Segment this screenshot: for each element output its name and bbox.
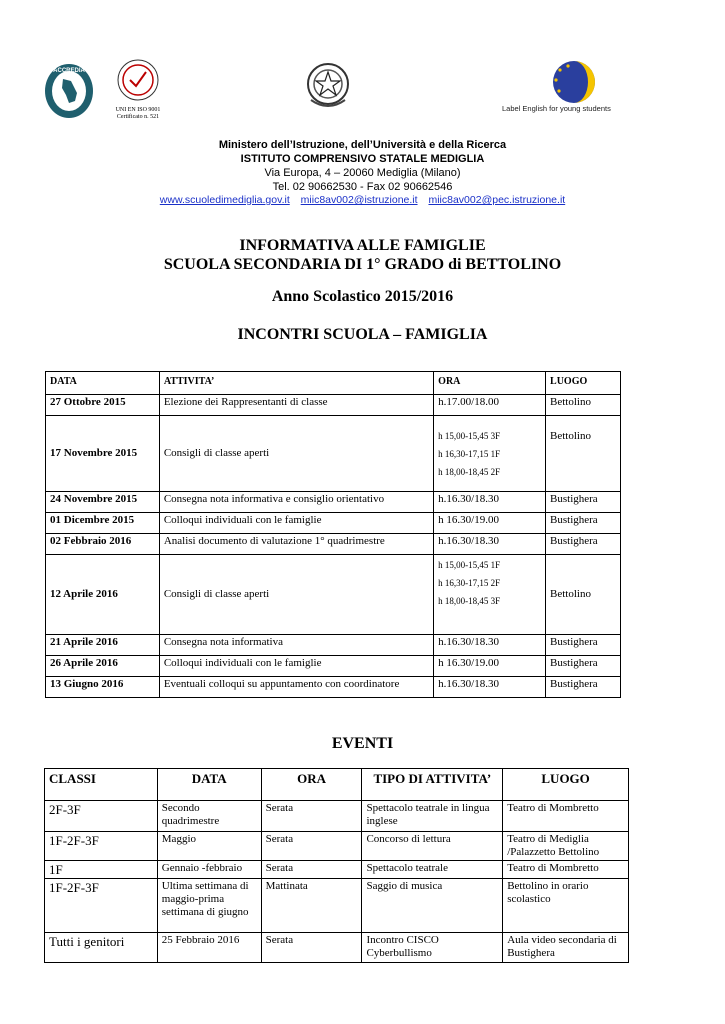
table-row (45, 879, 629, 933)
event-classes: 2F-3F (45, 801, 158, 832)
event-time: Serata (261, 861, 362, 879)
meeting-time: h 16.30/19.00 (434, 656, 546, 677)
event-classes: 1F-2F-3F (45, 879, 158, 933)
school-name: ISTITUTO COMPRENSIVO STATALE MEDIGLIA (240, 153, 485, 165)
events-heading: EVENTI (331, 735, 394, 752)
meeting-date: 01 Dicembre 2015 (46, 513, 160, 534)
column-header: ATTIVITA’ (159, 372, 433, 395)
school-year: Anno Scolastico 2015/2016 (271, 288, 454, 305)
time-slot: h 18,00-18,45 3F (438, 596, 501, 606)
meeting-place: Bettolino (546, 416, 621, 492)
table-row (46, 635, 621, 656)
table-header-row (46, 372, 621, 395)
school-address: Via Europa, 4 – 20060 Mediglia (Milano) (264, 167, 461, 179)
accredia-logo (44, 63, 94, 120)
table-row (46, 416, 621, 492)
event-type: Saggio di musica (362, 879, 503, 933)
column-header: TIPO DI ATTIVITA’ (362, 769, 503, 801)
pec-email-link[interactable]: miic8av002@pec.istruzione.it (428, 194, 566, 206)
contact-links (0, 193, 725, 207)
meeting-date: 13 Giugno 2016 (46, 677, 160, 698)
school-phone: Tel. 02 90662530 - Fax 02 90662546 (272, 181, 453, 193)
svg-text:ACCREDIA: ACCREDIA (53, 68, 85, 74)
event-classes: Tutti i genitori (45, 933, 158, 963)
time-slot: h 15,00-15,45 3F (438, 430, 501, 441)
column-header: LUOGO (503, 769, 629, 801)
meeting-time: h.16.30/18.30 (434, 635, 546, 656)
time-slot: h 16,30-17,15 2F (438, 578, 501, 588)
event-type: Concorso di lettura (362, 832, 503, 861)
table-row (46, 492, 621, 513)
table-row (46, 534, 621, 555)
event-place: Teatro di Mediglia /Palazzetto Bettolino (503, 832, 629, 861)
event-type: Spettacolo teatrale in lingua inglese (362, 801, 503, 832)
meeting-activity: Elezione dei Rappresentanti di classe (159, 395, 433, 416)
meeting-time-slots (434, 416, 546, 492)
english-label-logo (548, 60, 600, 104)
meeting-time: h.16.30/18.30 (434, 677, 546, 698)
event-time: Serata (261, 832, 362, 861)
meeting-date: 26 Aprile 2016 (46, 656, 160, 677)
meeting-date: 12 Aprile 2016 (46, 555, 160, 635)
event-date: 25 Febbraio 2016 (157, 933, 261, 963)
meeting-date: 27 Ottobre 2015 (46, 395, 160, 416)
meeting-date: 02 Febbraio 2016 (46, 534, 160, 555)
column-header: DATA (157, 769, 261, 801)
event-classes: 1F-2F-3F (45, 832, 158, 861)
event-time: Mattinata (261, 879, 362, 933)
event-type: Incontro CISCO Cyberbullismo (362, 933, 503, 963)
meeting-date: 24 Novembre 2015 (46, 492, 160, 513)
table-row (45, 801, 629, 832)
table-row (45, 832, 629, 861)
column-header: ORA (261, 769, 362, 801)
time-slot: h 18,00-18,45 2F (438, 466, 501, 477)
table-header-row (45, 769, 629, 801)
meeting-activity: Consegna nota informativa e consiglio orientativo (159, 492, 433, 513)
doc-subtitle: SCUOLA SECONDARIA DI 1° GRADO di BETTOLINO (163, 256, 562, 273)
meeting-place: Bettolino (546, 395, 621, 416)
table-row (45, 861, 629, 879)
event-time: Serata (261, 801, 362, 832)
event-date: Gennaio -febbraio (157, 861, 261, 879)
ministry-name: Ministero dell’Istruzione, dell’Università e della Ricerca (218, 139, 507, 151)
meeting-activity: Colloqui individuali con le famiglie (159, 513, 433, 534)
website-link[interactable]: www.scuoledimediglia.gov.it (159, 194, 290, 206)
column-header: ORA (434, 372, 546, 395)
event-type: Spettacolo teatrale (362, 861, 503, 879)
italian-republic-emblem (305, 60, 351, 110)
table-row (46, 555, 621, 635)
event-place: Aula video secondaria di Bustighera (503, 933, 629, 963)
meetings-heading: INCONTRI SCUOLA – FAMIGLIA (237, 326, 488, 343)
event-date: Maggio (157, 832, 261, 861)
meeting-place: Bustighera (546, 513, 621, 534)
meeting-time: h.16.30/18.30 (434, 492, 546, 513)
meeting-place: Bustighera (546, 534, 621, 555)
time-slot: h 16,30-17,15 1F (438, 448, 501, 459)
table-row (46, 513, 621, 534)
meeting-time: h 16.30/19.00 (434, 513, 546, 534)
meeting-activity: Analisi documento di valutazione 1° quadrimestre (159, 534, 433, 555)
event-date: Secondo quadrimestre (157, 801, 261, 832)
events-table (44, 768, 629, 963)
event-time: Serata (261, 933, 362, 963)
meeting-place: Bustighera (546, 635, 621, 656)
meeting-activity: Eventuali colloqui su appuntamento con coordinatore (159, 677, 433, 698)
event-place: Bettolino in orario scolastico (503, 879, 629, 933)
doc-title: INFORMATIVA ALLE FAMIGLIE (239, 237, 486, 254)
meeting-time-slots (434, 555, 546, 635)
meeting-place: Bustighera (546, 492, 621, 513)
meeting-place: Bettolino (546, 555, 621, 635)
meeting-place: Bustighera (546, 677, 621, 698)
event-classes: 1F (45, 861, 158, 879)
meeting-activity: Consegna nota informativa (159, 635, 433, 656)
table-row (46, 677, 621, 698)
table-row (46, 656, 621, 677)
meetings-table (45, 371, 621, 698)
email-link[interactable]: miic8av002@istruzione.it (300, 194, 418, 206)
label-english-text: Label English for young students (502, 104, 611, 113)
certification-text: UNI EN ISO 9001 Certificato n. 521 (115, 107, 161, 120)
meeting-place: Bustighera (546, 656, 621, 677)
meeting-activity: Consigli di classe aperti (159, 555, 433, 635)
event-place: Teatro di Mombretto (503, 801, 629, 832)
column-header: DATA (46, 372, 160, 395)
column-header: LUOGO (546, 372, 621, 395)
meeting-activity: Consigli di classe aperti (159, 416, 433, 492)
meeting-date: 17 Novembre 2015 (46, 416, 160, 492)
table-row (46, 395, 621, 416)
meeting-activity: Colloqui individuali con le famiglie (159, 656, 433, 677)
column-header: CLASSI (45, 769, 158, 801)
meeting-time: h.17.00/18.00 (434, 395, 546, 416)
table-row (45, 933, 629, 963)
event-place: Teatro di Mombretto (503, 861, 629, 879)
meeting-date: 21 Aprile 2016 (46, 635, 160, 656)
time-slot: h 15,00-15,45 1F (438, 560, 501, 570)
meeting-time: h.16.30/18.30 (434, 534, 546, 555)
event-date: Ultima settimana di maggio-prima settimana di giugno (157, 879, 261, 933)
